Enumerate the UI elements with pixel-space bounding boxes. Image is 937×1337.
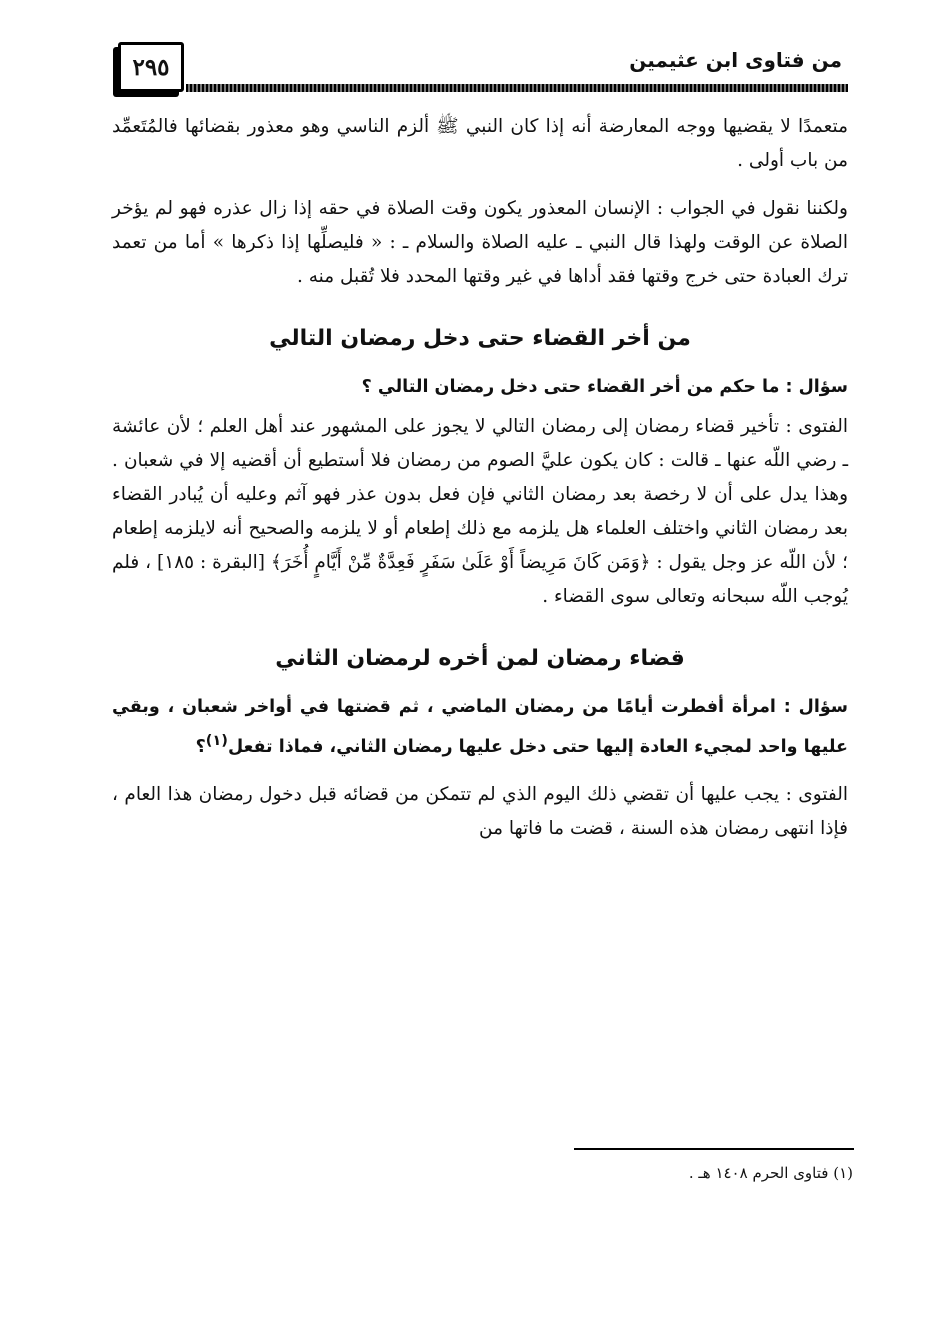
- section-1-question: سؤال : ما حكم من أخر القضاء حتى دخل رمضان التالي ؟: [361, 377, 848, 397]
- section-2-answer: الفتوى : يجب عليها أن تقضي ذلك اليوم الذي لم تتمكن من قضائه قبل دخول رمضان هذا العام ، فإذا انتهى رمضان هذه السنة ، قضت ما فاتها من: [112, 783, 848, 839]
- running-title: من فتاوى ابن عثيمين: [629, 48, 842, 72]
- footnote-separator: [574, 1148, 854, 1150]
- footnote: (١) فتاوى الحرم ١٤٠٨ هـ .: [688, 1164, 853, 1182]
- section-1-heading: من أخر القضاء حتى دخل رمضان التالي: [269, 326, 691, 351]
- section-2-question-text: سؤال : امرأة أفطرت أيامًا من رمضان الماضي ، ثم قضتها في أواخر شعبان ، وبقي عليها واحد لمجيء العادة إليها حتى دخل عليها رمضان الثاني، فماذا تفعل: [112, 697, 848, 757]
- header-rule: [186, 84, 848, 92]
- section-2-heading: قضاء رمضان لمن أخره لرمضان الثاني: [275, 646, 685, 671]
- page-header: [108, 38, 848, 100]
- page-body: [112, 110, 848, 846]
- section-2-question: [112, 690, 848, 764]
- intro-paragraph-1: متعمدًا لا يقضيها ووجه المعارضة أنه إذا كان النبي ﷺ ألزم الناسي وهو معذور بقضائها فالمُتَعمِّد من باب أولى .: [112, 116, 848, 171]
- page-number: ٢٩٥: [118, 42, 184, 92]
- intro-paragraph-2: ولكننا نقول في الجواب : الإنسان المعذور يكون وقت الصلاة في حقه إذا زال عذره فهو لم يؤخر الصلاة عن الوقت ولهذا قال النبي ـ عليه الصلاة والسلام ـ : « فليصلِّها إذا ذكرها » أما من تعمد ترك العبادة حتى خرج وقتها فقد أداها في غير وقتها المحدد فلا تُقبل منه .: [112, 198, 848, 287]
- footnote-marker: (١): [205, 732, 228, 749]
- section-1-answer: الفتوى : تأخير قضاء رمضان إلى رمضان التالي لا يجوز على المشهور عند أهل العلم ؛ لأن عائشة ـ رضي اللّه عنها ـ قالت : كان يكون عليَّ الصوم من رمضان فلا أستطيع أن أقضيه إلا في شعبان . وهذا يدل على أن لا رخصة بعد رمضان الثاني فإن فعل بدون عذر فهو آثم وعليه أن يُبادر القضاء بعد رمضان الثاني واختلف العلماء هل يلزمه مع ذلك إطعام أو لا يلزمه والصحيح أنه لايلزمه إطعام ؛ لأن اللّه عز وجل يقول : ﴿وَمَن كَانَ مَرِيضاً أَوْ عَلَىٰ سَفَرٍ فَعِدَّةٌ مِّنْ أَيَّامٍ أُخَرَ﴾ [البقرة : ١٨٥] ، فلم يُوجب اللّه سبحانه وتعالى سوى القضاء .: [112, 416, 848, 607]
- question-mark: ؟: [195, 736, 206, 757]
